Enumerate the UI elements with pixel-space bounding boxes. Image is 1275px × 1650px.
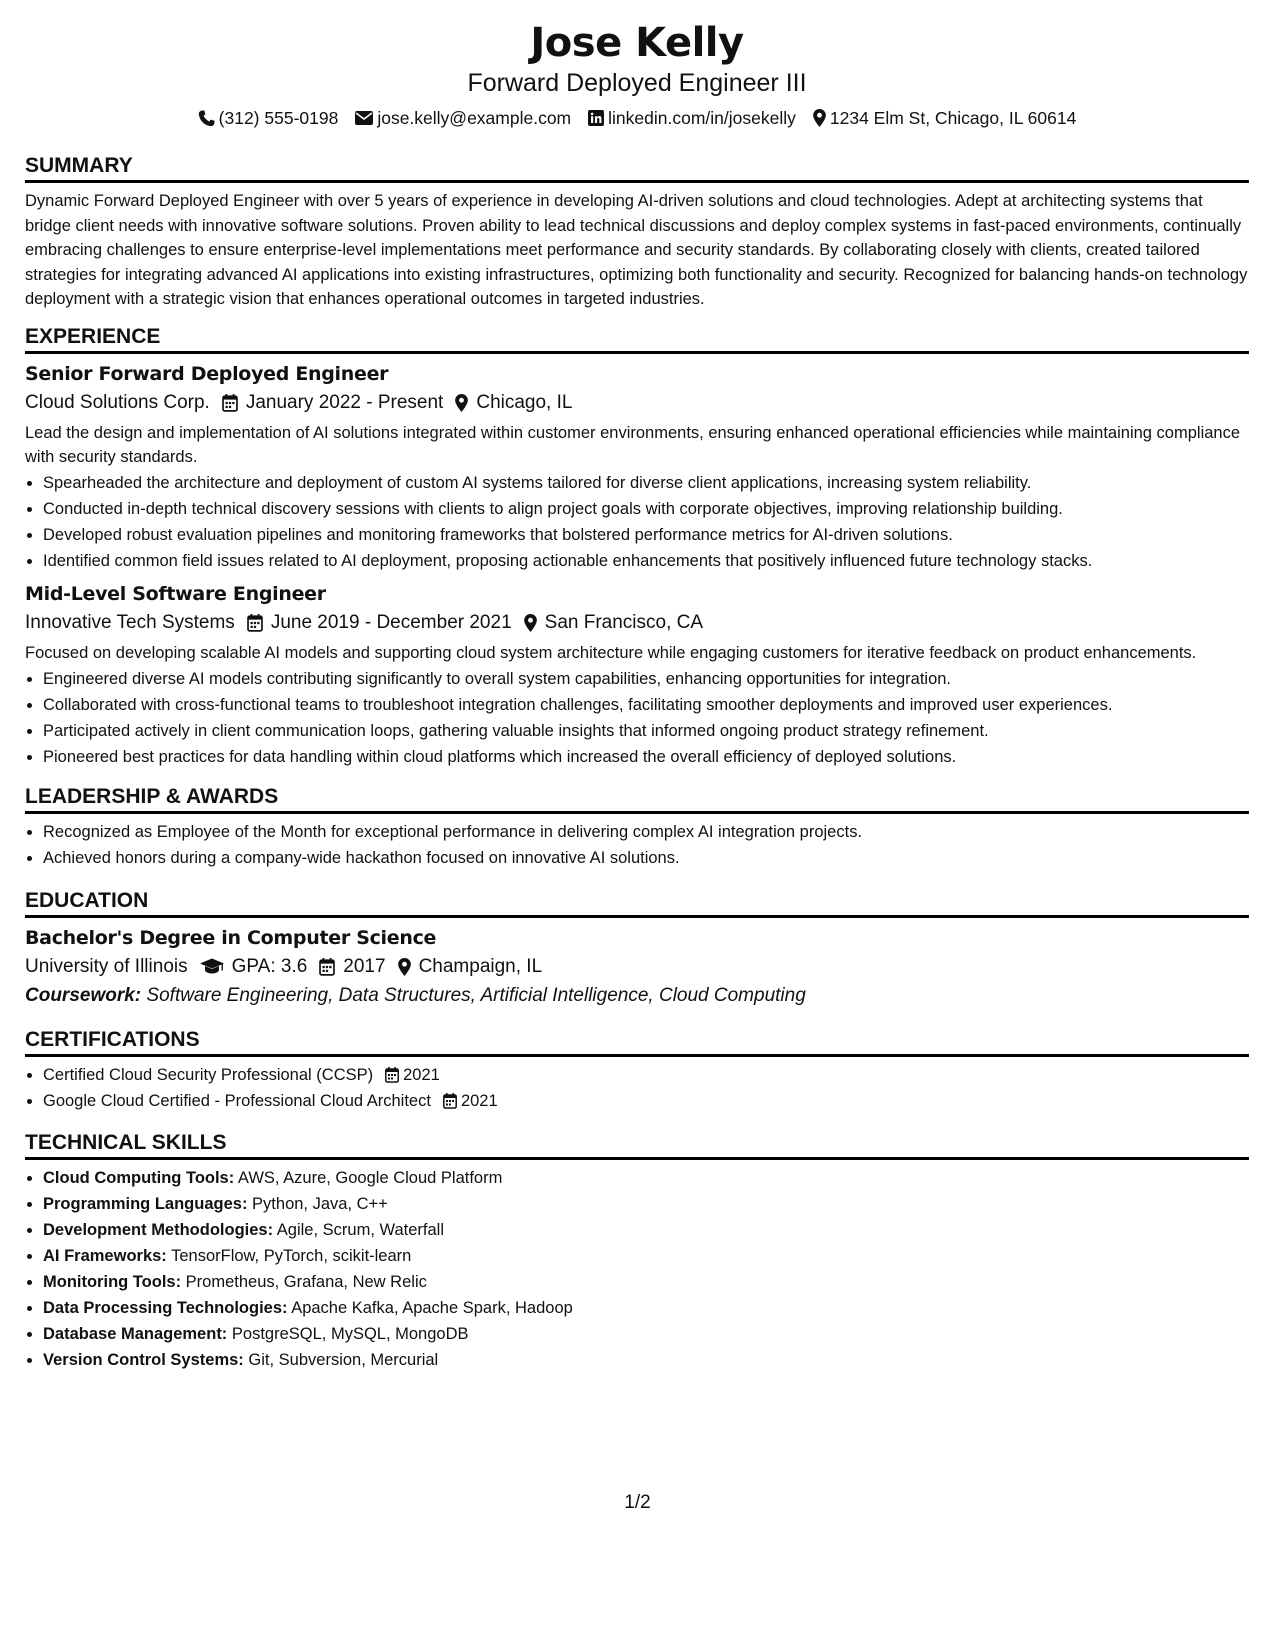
cert-name: • Google Cloud Certified - Professional Cloud Architect	[43, 1091, 431, 1110]
skill-value: PostgreSQL, MySQL, MongoDB	[231, 1325, 469, 1343]
contact-phone	[198, 108, 339, 129]
education-location-text: Champaign, IL	[418, 955, 543, 977]
section-title-experience: EXPERIENCE	[25, 323, 1249, 354]
linkedin-icon	[588, 110, 604, 126]
skill-label: Database Management:	[43, 1325, 228, 1343]
skill-value: Agile, Scrum, Waterfall	[276, 1221, 444, 1239]
job-meta	[25, 609, 1249, 637]
cert-entry	[43, 1089, 498, 1114]
map-pin-icon	[398, 958, 411, 976]
leadership-section	[25, 783, 1249, 871]
address-text: 1234 Elm St, Chicago, IL 60614	[829, 107, 1077, 128]
coursework-line	[25, 982, 1249, 1010]
list-item	[43, 1244, 1249, 1269]
list-item: • Recognized as Employee of the Month for exceptional performance in delivering complex AI integration projects.	[43, 820, 1249, 845]
list-item: • Identified common field issues related to AI deployment, proposing actionable enhancements that positively influenced future technology stacks.	[43, 549, 1249, 574]
list-item: • Developed robust evaluation pipelines and monitoring frameworks that bolstered performance metrics for AI-driven solutions.	[43, 523, 1249, 548]
job-bullets	[25, 471, 1249, 574]
cert-year-text: 2021	[460, 1091, 498, 1110]
job-location	[524, 609, 703, 637]
phone-text: (312) 555-0198	[218, 107, 339, 128]
education-location	[398, 953, 543, 981]
section-title-certifications: CERTIFICATIONS	[25, 1026, 1249, 1057]
list-item: • Engineered diverse AI models contributing significantly to overall system capabilities, enhancing opportunities for integration.	[43, 667, 1249, 692]
calendar-icon	[443, 1093, 457, 1109]
contact-address	[813, 108, 1076, 129]
list-item	[43, 1166, 1249, 1191]
list-item: • Spearheaded the architecture and deployment of custom AI systems tailored for diverse client applications, increasing system reliability.	[43, 471, 1249, 496]
certifications-list	[25, 1063, 1249, 1114]
job-company	[25, 389, 210, 417]
coursework-label: Coursework:	[25, 984, 142, 1006]
skill-label: Version Control Systems:	[43, 1351, 244, 1369]
school-name	[25, 953, 188, 981]
cert-name: • Certified Cloud Security Professional (CCSP)	[43, 1065, 374, 1084]
job-dates-text: June 2019 - December 2021	[270, 611, 512, 633]
section-title-education: EDUCATION	[25, 887, 1249, 918]
certifications-section	[25, 1026, 1249, 1114]
email-text: jose.kelly@example.com	[377, 107, 572, 128]
calendar-icon	[319, 958, 335, 976]
skill-label: Monitoring Tools:	[43, 1273, 182, 1291]
job-location-text: Chicago, IL	[476, 391, 573, 413]
list-item	[43, 1296, 1249, 1321]
cert-year-text: 2021	[403, 1065, 440, 1084]
coursework-text: Software Engineering, Data Structures, Artificial Intelligence, Cloud Computing	[146, 984, 806, 1006]
phone-icon	[198, 110, 215, 127]
skill-value: Apache Kafka, Apache Spark, Hadoop	[291, 1299, 573, 1317]
job-meta	[25, 389, 1249, 417]
education-section	[25, 887, 1249, 1010]
page-number: 1/2	[624, 1492, 651, 1513]
cert-year	[385, 1063, 440, 1088]
education-year	[319, 953, 385, 981]
job-bullets	[25, 667, 1249, 770]
job-entry	[25, 361, 1249, 574]
envelope-icon	[355, 111, 373, 125]
list-item	[43, 1089, 1249, 1114]
school-name-text: University of Illinois	[25, 955, 188, 977]
gpa-text: GPA: 3.6	[231, 955, 308, 977]
calendar-icon	[247, 614, 263, 632]
skill-label: AI Frameworks:	[43, 1247, 167, 1265]
skills-section	[25, 1129, 1249, 1373]
skill-label: Development Methodologies:	[43, 1221, 274, 1239]
company-name: Innovative Tech Systems	[25, 611, 235, 633]
resume-header	[25, 18, 1249, 130]
calendar-icon	[385, 1067, 399, 1083]
linkedin-text: linkedin.com/in/josekelly	[608, 107, 796, 128]
summary-section	[25, 152, 1249, 312]
map-pin-icon	[524, 614, 537, 632]
skill-label: Data Processing Technologies:	[43, 1299, 288, 1317]
skill-value: TensorFlow, PyTorch, scikit-learn	[171, 1247, 412, 1265]
job-entry	[25, 581, 1249, 770]
leadership-list	[25, 820, 1249, 871]
list-item	[43, 1218, 1249, 1243]
job-title: Senior Forward Deployed Engineer	[25, 362, 389, 385]
list-item: • Participated actively in client communication loops, gathering valuable insights that informed ongoing product strategy refinement.	[43, 719, 1249, 744]
skill-value: Python, Java, C++	[252, 1195, 388, 1213]
job-location	[455, 389, 572, 417]
job-location-text: San Francisco, CA	[544, 611, 704, 633]
job-company	[25, 609, 235, 637]
section-title-leadership: LEADERSHIP & AWARDS	[25, 783, 1249, 814]
contact-bar	[25, 106, 1249, 130]
candidate-role: Forward Deployed Engineer III	[467, 69, 807, 97]
list-item: • Achieved honors during a company-wide hackathon focused on innovative AI solutions.	[43, 846, 1249, 871]
map-pin-icon	[813, 109, 826, 127]
skill-label: Cloud Computing Tools:	[43, 1169, 235, 1187]
skills-list	[25, 1166, 1249, 1373]
calendar-icon	[222, 394, 238, 412]
job-dates	[247, 609, 512, 637]
list-item	[43, 1270, 1249, 1295]
candidate-name: Jose Kelly	[530, 20, 744, 66]
year-text: 2017	[343, 955, 386, 977]
contact-email[interactable]	[355, 108, 571, 129]
education-meta	[25, 953, 1249, 981]
skill-value: AWS, Azure, Google Cloud Platform	[237, 1169, 503, 1187]
skill-value: Prometheus, Grafana, New Relic	[185, 1273, 427, 1291]
job-dates-text: January 2022 - Present	[245, 391, 444, 413]
section-title-skills: TECHNICAL SKILLS	[25, 1129, 1249, 1160]
job-dates	[222, 389, 444, 417]
summary-text: Dynamic Forward Deployed Engineer with over 5 years of experience in developing AI-driven solutions and cloud technologies. Adept at architecting systems that bridge client needs with innovative software solutions. Proven ability to lead technical discussions and deploy complex systems in fast-paced environments, continually embracing challenges to ensure enterprise-level implementations meet performance and security standards. By collaborating closely with clients, created tailored strategies for integrating advanced AI applications into existing infrastructures, optimizing both functionality and security. Recognized for balancing hands-on technology deployment with a strategic vision that enhances operational outcomes in targeted industries.	[25, 192, 1248, 308]
list-item	[43, 1348, 1249, 1373]
experience-section	[25, 323, 1249, 770]
degree-title: Bachelor's Degree in Computer Science	[25, 926, 437, 949]
resume-page	[25, 18, 1249, 1373]
job-description: Lead the design and implementation of AI solutions integrated within customer environments, ensuring enhanced operational efficiencies while maintaining compliance with security standards.	[25, 423, 1241, 466]
list-item	[43, 1063, 1249, 1088]
job-description: Focused on developing scalable AI models and supporting cloud system architecture while engaging customers for iterative feedback on product enhancements.	[25, 643, 1197, 662]
list-item: • Conducted in-depth technical discovery sessions with clients to align project goals with corporate objectives, improving relationship building.	[43, 497, 1249, 522]
section-title-summary: SUMMARY	[25, 152, 1249, 183]
list-item	[43, 1322, 1249, 1347]
list-item	[43, 1192, 1249, 1217]
cert-year	[443, 1089, 498, 1114]
list-item: • Collaborated with cross-functional teams to troubleshoot integration challenges, facilitating smoother deployments and improved user experiences.	[43, 693, 1249, 718]
graduation-cap-icon	[200, 958, 224, 975]
list-item: • Pioneered best practices for data handling within cloud platforms which increased the overall efficiency of deployed solutions.	[43, 745, 1249, 770]
education-gpa	[200, 953, 308, 981]
company-name: Cloud Solutions Corp.	[25, 391, 210, 413]
skill-value: Git, Subversion, Mercurial	[248, 1351, 439, 1369]
contact-linkedin[interactable]	[588, 108, 796, 129]
map-pin-icon	[455, 394, 468, 412]
skill-label: Programming Languages:	[43, 1195, 248, 1213]
job-title: Mid-Level Software Engineer	[25, 582, 326, 605]
cert-entry	[43, 1063, 440, 1088]
